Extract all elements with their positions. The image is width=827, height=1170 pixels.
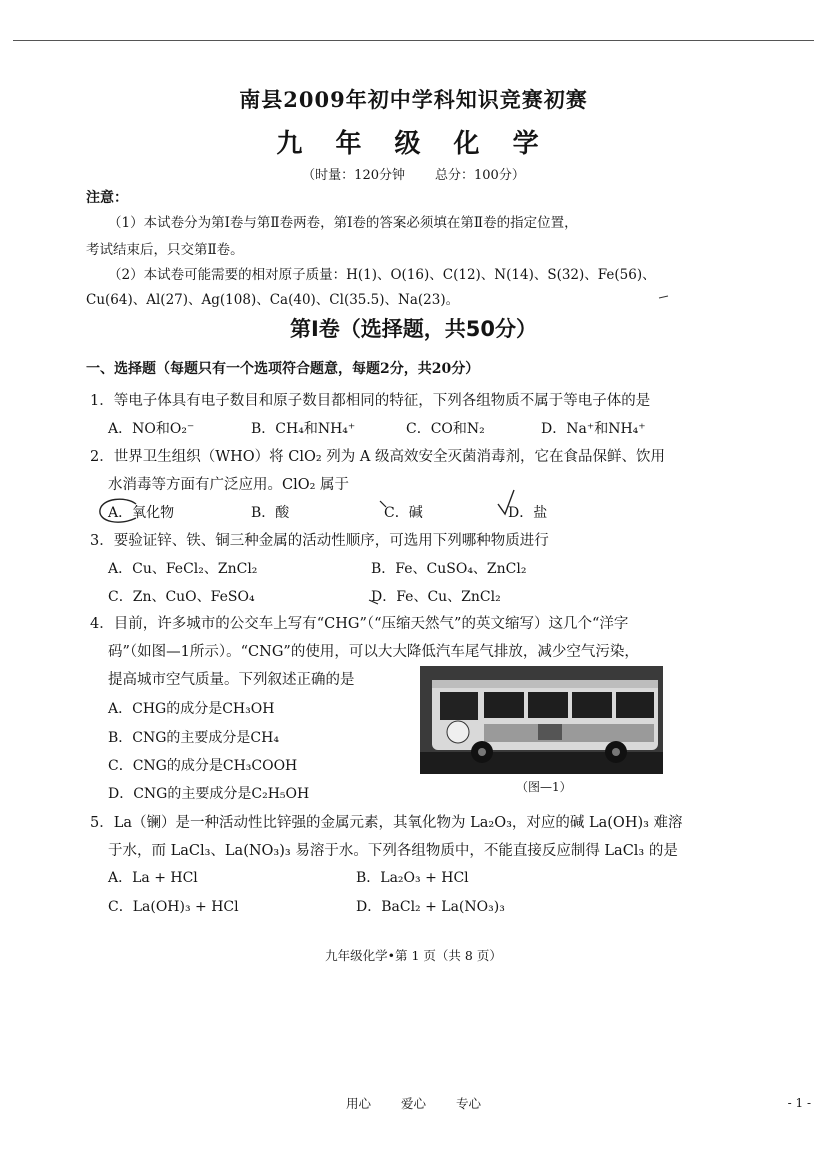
time-score-line <box>0 164 827 183</box>
question-2-stem-line-2: 水消毒等方面有广泛应用。ClO₂ 属于 <box>108 477 350 493</box>
notice-item-2-line-2: Cu(64)、Al(27)、Ag(108)、Ca(40)、Cl(35.5)、Na(23)。 <box>86 292 460 308</box>
question-2-stem-line-1: 2．世界卫生组织（WHO）将 ClO₂ 列为 A 级高效安全灭菌消毒剂，它在食品保鲜、饮用 <box>90 449 665 465</box>
question-2-option-d: D．盐 <box>508 505 548 521</box>
exam-subject: 九 年 级 化 学 <box>276 129 551 159</box>
question-3-option-a: A．Cu、FeCl₂、ZnCl₂ <box>108 561 258 577</box>
question-4-option-a: A．CHG的成分是CH₃OH <box>108 701 275 717</box>
question-3-stem: 3．要验证锌、铁、铜三种金属的活动性顺序，可选用下列哪种物质进行 <box>90 533 549 549</box>
footer-page-info: 九年级化学•第 1 页（共 8 页） <box>325 948 502 963</box>
question-3-option-c: C．Zn、CuO、FeSO₄ <box>108 589 255 605</box>
question-2-option-b: B．酸 <box>251 505 290 521</box>
question-4-stem-line-2: 码”（如图—1所示）。“CNG”的使用，可以大大降低汽车尾气排放，减少空气污染， <box>108 644 639 660</box>
question-4-stem-line-3: 提高城市空气质量。下列叙述正确的是 <box>108 672 355 688</box>
question-1-option-b: B．CH₄和NH₄⁺ <box>251 421 356 437</box>
question-1-option-d: D．Na⁺和NH₄⁺ <box>541 421 646 437</box>
pen-dash-mark <box>658 294 670 300</box>
section-1-title: 第Ⅰ卷（选择题，共50分） <box>289 317 538 341</box>
question-1-option-a: A．NO和O₂⁻ <box>108 421 195 437</box>
question-5-option-c: C．La(OH)₃ + HCl <box>108 899 239 915</box>
notice-item-1-line-1: （1）本试卷分为第Ⅰ卷与第Ⅱ卷两卷，第Ⅰ卷的答案必须填在第Ⅱ卷的指定位置， <box>108 215 578 231</box>
question-4-option-c: C．CNG的成分是CH₃COOH <box>108 758 298 774</box>
page-number: - 1 - <box>787 1096 811 1110</box>
question-1-stem: 1．等电子体具有电子数目和原子数目都相同的特征，下列各组物质不属于等电子体的是 <box>90 393 651 409</box>
question-4-option-b: B．CNG的主要成分是CH₄ <box>108 730 279 746</box>
question-4-option-d: D．CNG的主要成分是C₂H₅OH <box>108 786 310 802</box>
question-5-option-d: D．BaCl₂ + La(NO₃)₃ <box>356 899 505 915</box>
part-1-heading: 一、选择题（每题只有一个选项符合题意，每题2分，共20分） <box>86 361 480 377</box>
question-2-option-a: A．氧化物 <box>108 505 175 521</box>
bottom-slogan: 用心 爱心 专心 <box>346 1096 481 1111</box>
question-5-option-a: A．La + HCl <box>108 870 198 886</box>
question-5-stem-line-1: 5．La（镧）是一种活动性比锌强的金属元素，其氧化物为 La₂O₃，对应的碱 La(OH)₃ 难溶 <box>90 815 683 831</box>
question-2-option-c: C．碱 <box>384 505 423 521</box>
exam-time: （时量：120分钟 <box>302 168 405 183</box>
question-5-option-b: B．La₂O₃ + HCl <box>356 870 469 886</box>
notice-heading: 注意： <box>86 190 128 206</box>
bus-icon <box>420 666 663 774</box>
question-3-option-d: D．Fe、Cu、ZnCl₂ <box>371 589 501 605</box>
exam-total-score: 总分：100分） <box>435 168 525 183</box>
bus-photo <box>420 666 663 774</box>
exam-title: 南县2009年初中学科知识竞赛初赛 <box>239 87 588 112</box>
question-5-stem-line-2: 于水，而 LaCl₃、La(NO₃)₃ 易溶于水。下列各组物质中，不能直接反应制得 LaCl₃ 的是 <box>108 843 678 859</box>
notice-item-2-line-1: （2）本试卷可能需要的相对原子质量：H(1)、O(16)、C(12)、N(14)、S(32)、Fe(56)、 <box>108 267 656 283</box>
top-rule <box>13 40 814 41</box>
figure-1-caption: （图—1） <box>516 780 572 794</box>
notice-item-1-line-2: 考试结束后，只交第Ⅱ卷。 <box>86 242 244 258</box>
question-1-option-c: C．CO和N₂ <box>406 421 485 437</box>
question-4-stem-line-1: 4．目前，许多城市的公交车上写有“CHG”（“压缩天然气”的英文缩写）这几个“洋字 <box>90 616 629 632</box>
question-3-option-b: B．Fe、CuSO₄、ZnCl₂ <box>371 561 527 577</box>
